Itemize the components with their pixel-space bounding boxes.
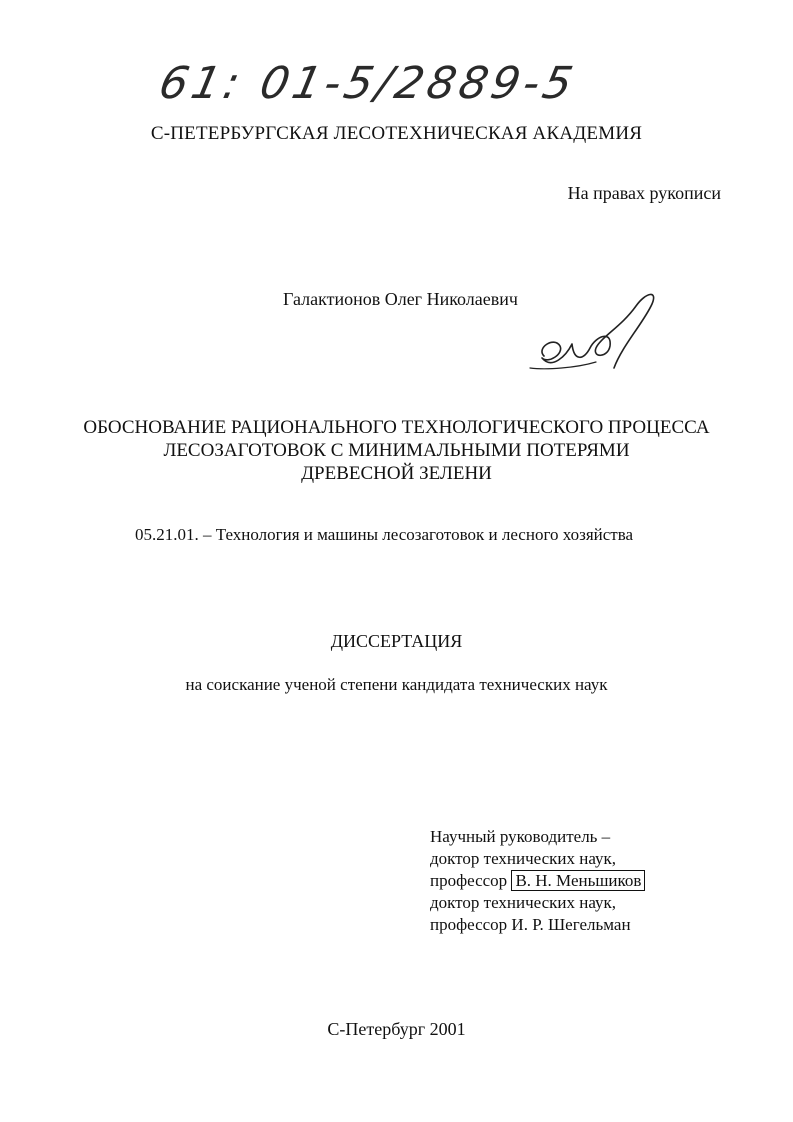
document-type: ДИССЕРТАЦИЯ	[330, 631, 463, 651]
supervisor-degree: доктор технических наук,	[430, 893, 617, 912]
degree-statement: на соискание ученой степени кандидата технических наук	[185, 675, 608, 694]
author-signature	[526, 286, 666, 386]
supervisor-name-line: профессор И. Р. Шегельман	[430, 915, 631, 934]
title-line: ЛЕСОЗАГОТОВОК С МИНИМАЛЬНЫМИ ПОТЕРЯМИ	[163, 440, 630, 461]
supervisor-name-boxed: В. Н. Меньшиков	[511, 870, 645, 891]
supervisor-heading: Научный руководитель –	[430, 827, 611, 846]
supervisor-title: профессор	[430, 871, 508, 890]
author-name: Галактионов Олег Николаевич	[283, 289, 518, 309]
dissertation-title	[0, 416, 793, 485]
academy-name: С-ПЕТЕРБУРГСКАЯ ЛЕСОТЕХНИЧЕСКАЯ АКАДЕМИЯ	[150, 123, 643, 144]
supervisor-name-line	[430, 870, 645, 892]
handwritten-archive-code: 61: 01-5/2889-5	[154, 58, 581, 109]
supervisor-degree: доктор технических наук,	[430, 849, 617, 868]
city-year: С-Петербург 2001	[327, 1019, 466, 1039]
rights-note: На правах рукописи	[567, 183, 721, 203]
supervisors-block	[430, 826, 645, 936]
specialty-code: 05.21.01. – Технология и машины лесозаготовок и лесного хозяйства	[135, 525, 634, 544]
title-line: ОБОСНОВАНИЕ РАЦИОНАЛЬНОГО ТЕХНОЛОГИЧЕСКОГО ПРОЦЕССА	[83, 417, 710, 438]
title-line: ДРЕВЕСНОЙ ЗЕЛЕНИ	[301, 463, 492, 484]
